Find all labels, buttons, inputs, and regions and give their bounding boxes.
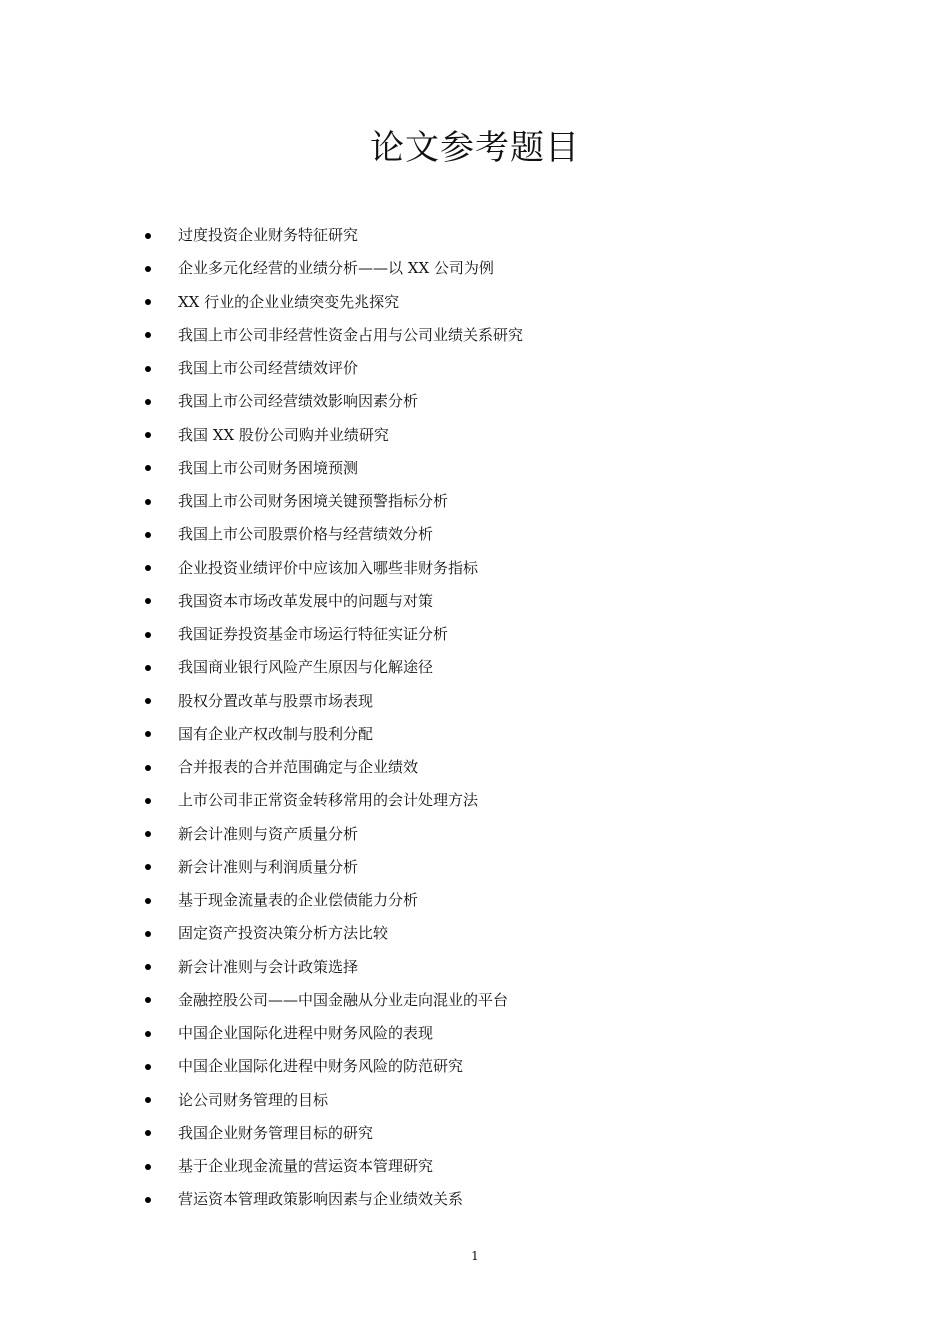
- topic-text: 上市公司非正常资金转移常用的会计处理方法: [178, 791, 479, 810]
- bullet-icon: [145, 964, 151, 970]
- bullet-icon: [145, 1130, 151, 1136]
- bullet-icon: [145, 1064, 151, 1070]
- topic-text: 金融控股公司——中国金融从分业走向混业的平台: [178, 990, 509, 1009]
- bullet-icon: [145, 864, 151, 870]
- topic-text: 国有企业产权改制与股利分配: [178, 724, 374, 743]
- topic-text: 我国商业银行风险产生原因与化解途径: [178, 658, 434, 677]
- bullet-icon: [145, 366, 151, 372]
- topic-text: 过度投资企业财务特征研究: [178, 226, 359, 244]
- bullet-icon: [145, 997, 151, 1003]
- bullet-icon: [145, 765, 151, 771]
- topic-text: 企业多元化经营的业绩分析——以 XX 公司为例: [178, 259, 494, 278]
- bullet-icon: [145, 798, 151, 804]
- topic-text: 营运资本管理政策影响因素与企业绩效关系: [178, 1190, 464, 1209]
- topic-text: 新会计准则与利润质量分析: [178, 857, 359, 876]
- topic-text: 企业投资业绩评价中应该加入哪些非财务指标: [178, 558, 479, 577]
- bullet-icon: [145, 266, 151, 272]
- topic-text: 固定资产投资决策分析方法比较: [178, 924, 389, 943]
- bullet-icon: [145, 1164, 151, 1170]
- bullet-icon: [145, 499, 151, 505]
- topic-text: 中国企业国际化进程中财务风险的表现: [178, 1024, 434, 1042]
- bullet-icon: [145, 831, 151, 837]
- bullet-icon: [145, 532, 151, 538]
- bullet-icon: [145, 1097, 151, 1103]
- bullet-icon: [145, 1031, 151, 1037]
- bullet-icon: [145, 399, 151, 405]
- topic-text: 股权分置改革与股票市场表现: [178, 691, 374, 710]
- bullet-icon: [145, 432, 151, 438]
- bullet-icon: [145, 632, 151, 638]
- bullet-icon: [145, 1197, 151, 1203]
- topic-text: 我国 XX 股份公司购并业绩研究: [178, 425, 389, 444]
- bullet-icon: [145, 565, 151, 571]
- page-number: 1: [471, 1249, 479, 1263]
- topic-text: 我国上市公司经营绩效评价: [178, 359, 359, 377]
- topic-text: 论公司财务管理的目标: [178, 1090, 329, 1109]
- bullet-icon: [145, 931, 151, 937]
- topic-text: 中国企业国际化进程中财务风险的防范研究: [178, 1057, 464, 1076]
- topic-text: 基于现金流量表的企业偿债能力分析: [178, 891, 419, 909]
- topic-text: 我国企业财务管理目标的研究: [178, 1123, 374, 1142]
- topic-text: 我国上市公司股票价格与经营绩效分析: [178, 525, 434, 544]
- topic-text: 我国证券投资基金市场运行特征实证分析: [178, 625, 449, 643]
- topic-text: 合并报表的合并范围确定与企业绩效: [178, 758, 419, 776]
- topic-text: 我国上市公司非经营性资金占用与公司业绩关系研究: [178, 325, 524, 344]
- topic-text: 我国上市公司经营绩效影响因素分析: [178, 392, 419, 411]
- bullet-icon: [145, 332, 151, 338]
- bullet-icon: [145, 698, 151, 704]
- topic-text: 我国上市公司财务困境关键预警指标分析: [178, 492, 449, 510]
- bullet-icon: [145, 465, 151, 471]
- bullet-icon: [145, 665, 151, 671]
- topic-text: 新会计准则与资产质量分析: [178, 824, 359, 843]
- topic-text: 我国资本市场改革发展中的问题与对策: [178, 591, 434, 610]
- bullet-icon: [145, 233, 151, 239]
- document-title: 论文参考题目: [370, 128, 580, 168]
- bullet-icon: [145, 299, 151, 305]
- bullet-icon: [145, 598, 151, 604]
- topic-text: 基于企业现金流量的营运资本管理研究: [178, 1157, 434, 1175]
- topic-text: XX 行业的企业业绩突变先兆探究: [178, 292, 400, 311]
- topic-text: 我国上市公司财务困境预测: [178, 458, 359, 477]
- bullet-icon: [145, 731, 151, 737]
- bullet-icon: [145, 898, 151, 904]
- topic-text: 新会计准则与会计政策选择: [178, 957, 359, 976]
